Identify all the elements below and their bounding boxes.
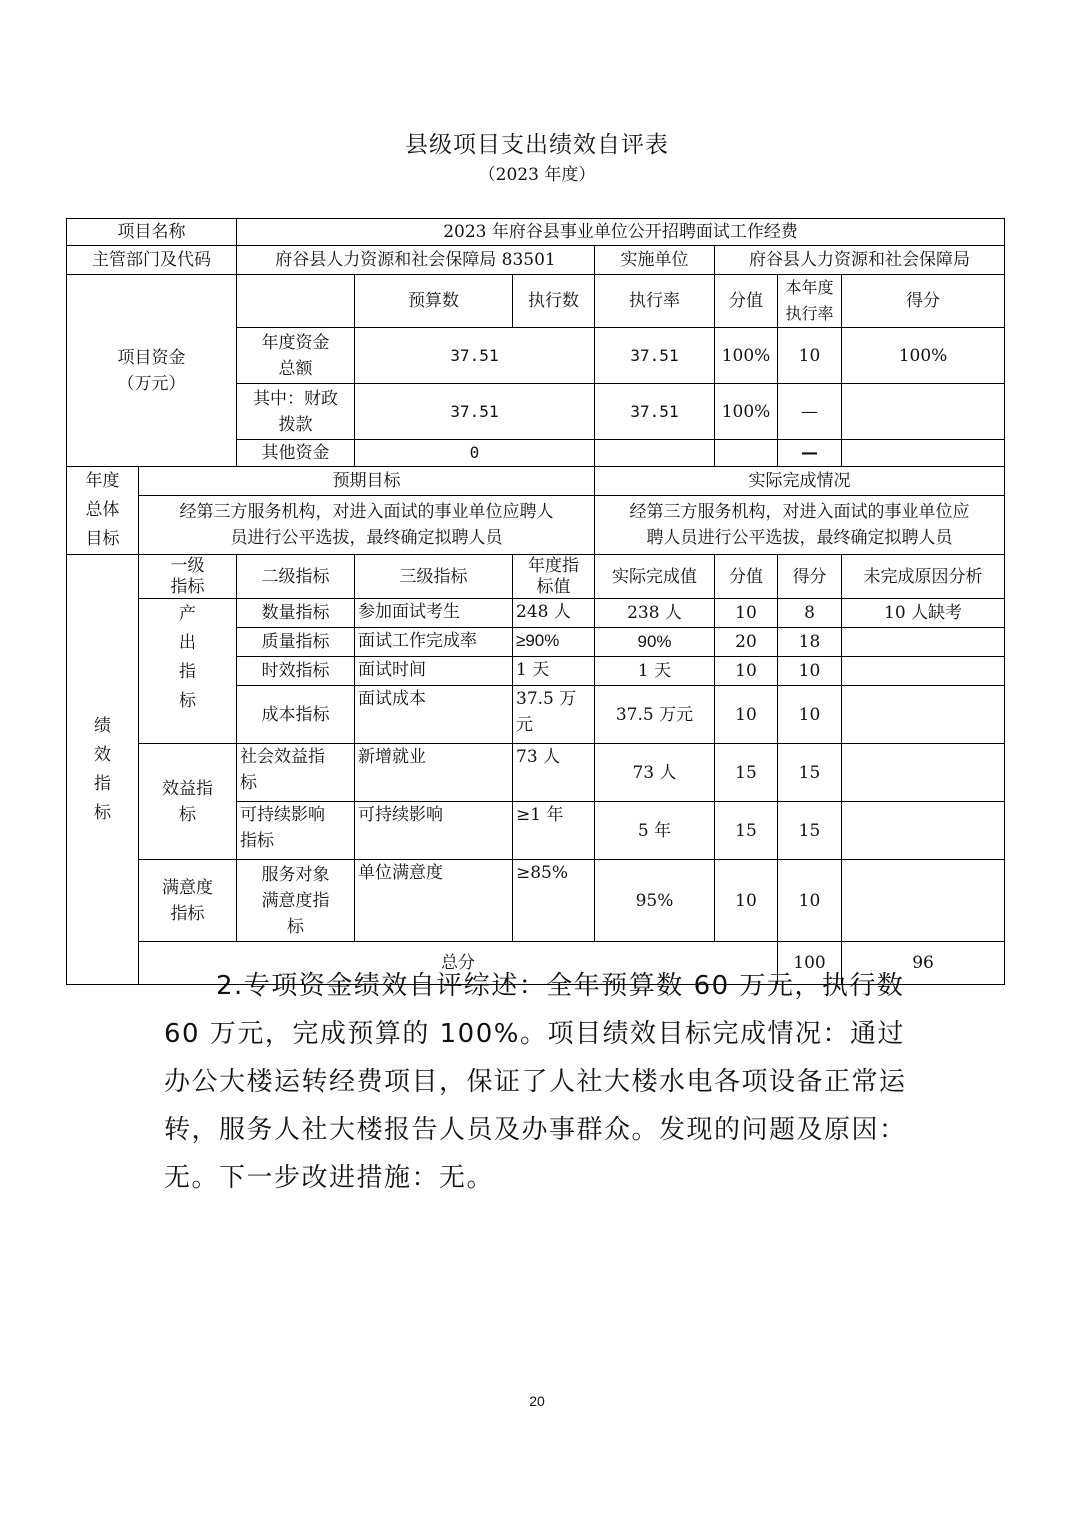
perf-indicator-label xyxy=(67,555,139,985)
funds-row-label-line2: 总额 xyxy=(278,358,313,379)
table-row xyxy=(67,599,1005,628)
funds-rate: 100% xyxy=(715,328,778,384)
funds-score-value: — xyxy=(778,384,842,440)
level3-cell: 新增就业 xyxy=(355,744,513,802)
funds-rate: 100% xyxy=(715,384,778,440)
reason-cell xyxy=(842,802,1005,860)
funds-row-label: 其他资金 xyxy=(237,440,355,467)
target-line1: 年度指 xyxy=(528,555,579,576)
level3-cell: 面试时间 xyxy=(355,657,513,686)
target-line2: 元 xyxy=(516,715,533,735)
funds-label xyxy=(67,275,237,467)
funds-header-score-value: 分值 xyxy=(715,275,778,328)
level2-line2: 满意度指 xyxy=(261,890,330,911)
satisfaction-label-line2: 指标 xyxy=(170,903,205,924)
score-value-cell: 10 xyxy=(715,686,778,744)
target-cell xyxy=(513,686,595,744)
page-number: 20 xyxy=(529,1393,545,1409)
level2-cell: 时效指标 xyxy=(237,657,355,686)
reason-cell xyxy=(842,686,1005,744)
level3-cell: 可持续影响 xyxy=(355,802,513,860)
target-line2: 标值 xyxy=(536,576,571,597)
actual-cell: 238 人 xyxy=(595,599,715,628)
funds-exec: 37.51 xyxy=(595,328,715,384)
table-row xyxy=(67,860,1005,942)
satisfaction-label-line1: 满意度 xyxy=(162,877,213,898)
table-row xyxy=(67,744,1005,802)
funds-exec: 37.51 xyxy=(595,384,715,440)
perf-header-level2: 二级指标 xyxy=(237,555,355,599)
level3-cell: 面试成本 xyxy=(355,686,513,744)
funds-budget: 0 xyxy=(355,440,595,467)
project-name-value: 2023 年府谷县事业单位公开招聘面试工作经费 xyxy=(237,219,1005,246)
perf-header-score: 得分 xyxy=(778,555,842,599)
score-cell: 10 xyxy=(778,657,842,686)
target-cell: ≥90% xyxy=(513,628,595,657)
funds-budget: 37.51 xyxy=(355,384,595,440)
reason-cell: 10 人缺考 xyxy=(842,599,1005,628)
total-value: 100 xyxy=(778,942,842,985)
perf-label-char: 效 xyxy=(94,744,111,765)
level2-cell xyxy=(237,860,355,942)
goal-content-row xyxy=(67,496,1005,555)
score-cell: 8 xyxy=(778,599,842,628)
funds-header-score: 得分 xyxy=(842,275,1005,328)
funds-row-label xyxy=(237,384,355,440)
funds-annual-rate xyxy=(842,384,1005,440)
actual-completion-text xyxy=(595,496,1005,555)
level2-line3: 标 xyxy=(287,916,304,937)
actual-line2: 聘人员进行公平选拔，最终确定拟聘人员 xyxy=(646,528,953,549)
target-cell: 1 天 xyxy=(513,657,595,686)
benefit-indicator-label xyxy=(139,744,237,860)
actual-completion-header: 实际完成情况 xyxy=(595,467,1005,496)
annual-goal-label xyxy=(67,467,139,555)
document-title: 县级项目支出绩效自评表 xyxy=(405,132,669,158)
level2-line2: 指标 xyxy=(240,831,274,851)
target-cell: ≥1 年 xyxy=(513,802,595,860)
actual-cell: 95% xyxy=(595,860,715,942)
funds-exec xyxy=(595,440,715,467)
expected-goal-line1: 经第三方服务机构，对进入面试的事业单位应聘人 xyxy=(179,502,554,523)
funds-header-exec: 执行数 xyxy=(513,275,595,328)
funds-annual-rate: 100% xyxy=(842,328,1005,384)
expected-goal-header: 预期目标 xyxy=(139,467,595,496)
perf-header-reason: 未完成原因分析 xyxy=(842,555,1005,599)
funds-row-label-line1: 年度资金 xyxy=(261,332,330,353)
funds-label-line1: 项目资金 xyxy=(117,347,186,368)
level2-line2: 标 xyxy=(240,773,257,793)
total-score: 96 xyxy=(842,942,1005,985)
goal-label-line3: 目标 xyxy=(85,529,120,549)
project-name-row xyxy=(67,219,1005,246)
level2-line1: 可持续影响 xyxy=(240,805,325,825)
implementer-value: 府谷县人力资源和社会保障局 xyxy=(715,246,1005,275)
expected-goal-line2: 员进行公平选拔，最终确定拟聘人员 xyxy=(230,528,503,549)
funds-annual-rate xyxy=(842,440,1005,467)
output-label-char: 指 xyxy=(179,662,196,682)
perf-header-row xyxy=(67,555,1005,599)
department-value: 府谷县人力资源和社会保障局 83501 xyxy=(237,246,595,275)
perf-label-char: 绩 xyxy=(94,715,111,736)
score-cell: 10 xyxy=(778,860,842,942)
score-cell: 10 xyxy=(778,686,842,744)
level2-cell: 数量指标 xyxy=(237,599,355,628)
perf-label-char: 指 xyxy=(94,773,111,794)
target-cell: 73 人 xyxy=(513,744,595,802)
implementer-label: 实施单位 xyxy=(595,246,715,275)
actual-cell: 90% xyxy=(595,628,715,657)
actual-line1: 经第三方服务机构，对进入面试的事业单位应 xyxy=(629,502,970,523)
satisfaction-indicator-label xyxy=(139,860,237,942)
funds-score-value: — xyxy=(778,440,842,467)
perf-header-score-value: 分值 xyxy=(715,555,778,599)
perf-label-char: 标 xyxy=(94,802,111,823)
level2-cell: 成本指标 xyxy=(237,686,355,744)
performance-evaluation-table xyxy=(66,218,1005,985)
funds-score-value: 10 xyxy=(778,328,842,384)
project-name-label: 项目名称 xyxy=(67,219,237,246)
output-label-char: 出 xyxy=(179,633,196,653)
perf-header-level1 xyxy=(139,555,237,599)
score-cell: 15 xyxy=(778,802,842,860)
funds-header-row xyxy=(67,275,1005,328)
target-cell: ≥85% xyxy=(513,860,595,942)
reason-cell xyxy=(842,744,1005,802)
level1-line2: 指标 xyxy=(170,576,205,597)
actual-cell: 5 年 xyxy=(595,802,715,860)
funds-header-rate: 执行率 xyxy=(595,275,715,328)
output-label-char: 产 xyxy=(179,604,196,624)
score-value-cell: 10 xyxy=(715,657,778,686)
summary-paragraph xyxy=(164,962,916,1202)
funds-header-budget: 预算数 xyxy=(355,275,513,328)
level2-cell xyxy=(237,744,355,802)
score-cell: 15 xyxy=(778,744,842,802)
score-value-cell: 10 xyxy=(715,599,778,628)
perf-header-level3: 三级指标 xyxy=(355,555,513,599)
total-label: 总分 xyxy=(139,942,778,985)
level3-cell: 参加面试考生 xyxy=(355,599,513,628)
level2-line1: 服务对象 xyxy=(261,864,330,885)
actual-cell: 1 天 xyxy=(595,657,715,686)
level1-line1: 一级 xyxy=(170,555,205,576)
funds-row-label xyxy=(237,328,355,384)
level2-cell: 质量指标 xyxy=(237,628,355,657)
perf-header-target xyxy=(513,555,595,599)
department-label: 主管部门及代码 xyxy=(67,246,237,275)
target-line1: 37.5 万 xyxy=(516,689,577,709)
output-indicator-label xyxy=(139,599,237,744)
score-value-cell: 15 xyxy=(715,744,778,802)
reason-cell xyxy=(842,628,1005,657)
score-cell: 18 xyxy=(778,628,842,657)
funds-budget: 37.51 xyxy=(355,328,595,384)
goal-label-line2: 总体 xyxy=(85,500,120,520)
score-value-cell: 10 xyxy=(715,860,778,942)
output-label-char: 标 xyxy=(179,691,196,711)
level3-cell: 面试工作完成率 xyxy=(355,628,513,657)
summary-text: 2.专项资金绩效自评综述：全年预算数 60 万元，执行数 60 万元，完成预算的 100%。项目绩效目标完成情况：通过办公大楼运转经费项目，保证了人社大楼水电各项设备正常运转，服务人社大楼报告人员及办事群众。发现的问题及原因：无。下一步改进措施：无。 xyxy=(164,971,907,1193)
funds-header-annual-rate: 本年度执行率 xyxy=(778,275,842,328)
actual-cell: 37.5 万元 xyxy=(595,686,715,744)
goal-header-row xyxy=(67,467,1005,496)
funds-label-line2: （万元） xyxy=(117,373,186,394)
actual-cell: 73 人 xyxy=(595,744,715,802)
benefit-label-line2: 标 xyxy=(179,804,196,825)
target-cell: 248 人 xyxy=(513,599,595,628)
level3-cell: 单位满意度 xyxy=(355,860,513,942)
level2-cell xyxy=(237,802,355,860)
reason-cell xyxy=(842,860,1005,942)
funds-header-blank xyxy=(237,275,355,328)
reason-cell xyxy=(842,657,1005,686)
funds-row-label-line2: 拨款 xyxy=(278,414,313,435)
goal-label-line1: 年度 xyxy=(85,471,120,491)
benefit-label-line1: 效益指 xyxy=(162,778,213,799)
level2-line1: 社会效益指 xyxy=(240,747,325,767)
funds-rate xyxy=(715,440,778,467)
expected-goal-text xyxy=(139,496,595,555)
funds-row-label-line1: 其中：财政 xyxy=(253,388,338,409)
document-subtitle: （2023 年度） xyxy=(478,165,596,185)
department-row xyxy=(67,246,1005,275)
score-value-cell: 15 xyxy=(715,802,778,860)
score-value-cell: 20 xyxy=(715,628,778,657)
perf-header-actual: 实际完成值 xyxy=(595,555,715,599)
